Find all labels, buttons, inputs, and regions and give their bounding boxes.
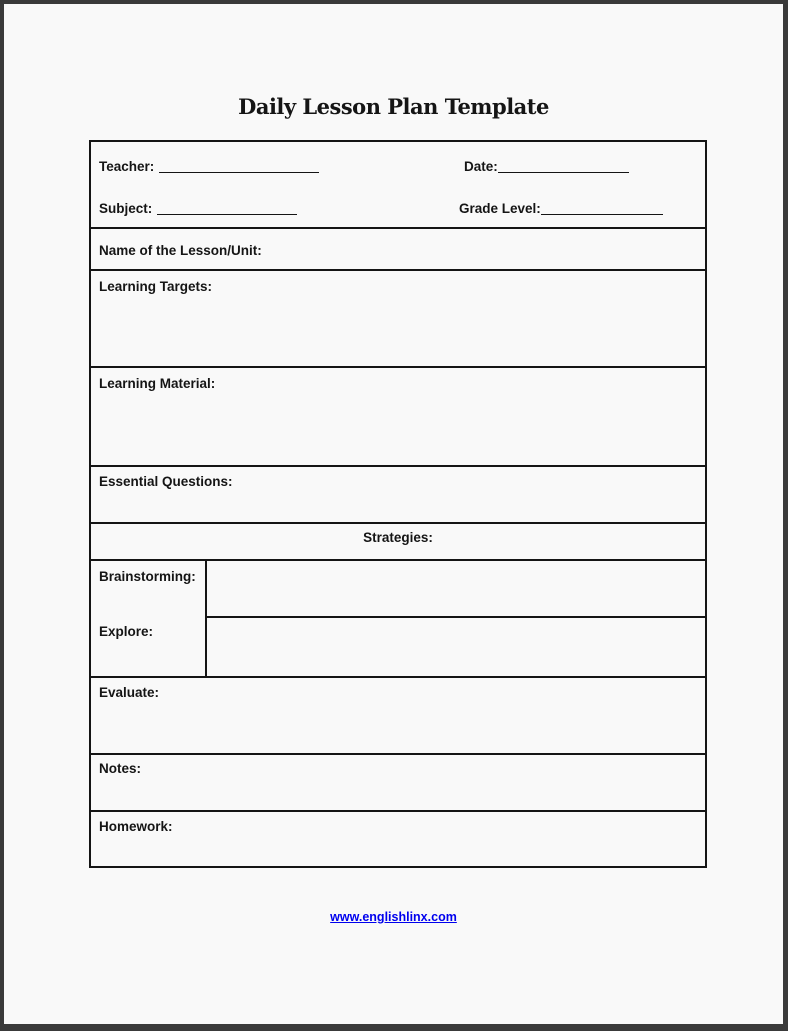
date-label: Date: <box>464 159 498 174</box>
subject-blank-line <box>157 200 297 215</box>
brainstorming-answer-area <box>207 561 705 618</box>
brainstorm-explore-answer-column <box>207 561 705 676</box>
section-strategies <box>91 522 705 559</box>
grade-level-blank-line <box>541 200 663 215</box>
teacher-field <box>99 158 319 176</box>
teacher-blank-line <box>159 158 319 173</box>
englishlinx-link[interactable]: www.englishlinx.com <box>330 910 457 924</box>
date-field <box>464 158 629 176</box>
section-learning-material <box>91 366 705 465</box>
header-row <box>91 142 705 227</box>
section-name-of-lesson <box>91 227 705 269</box>
subject-label: Subject: <box>99 201 153 216</box>
grade-level-label: Grade Level: <box>459 201 541 216</box>
date-blank-line <box>498 158 629 173</box>
notes-label: Notes: <box>99 761 142 776</box>
lesson-plan-table <box>89 140 707 868</box>
section-notes <box>91 753 705 810</box>
section-learning-targets <box>91 269 705 366</box>
section-essential-questions <box>91 465 705 522</box>
teacher-label: Teacher: <box>99 159 155 174</box>
homework-label: Homework: <box>99 819 173 834</box>
explore-answer-area <box>207 618 705 676</box>
section-brainstorm-explore <box>91 559 705 676</box>
subject-field <box>99 200 297 218</box>
grade-level-field <box>459 200 663 218</box>
name-of-lesson-label: Name of the Lesson/Unit: <box>99 243 262 258</box>
explore-label: Explore: <box>99 624 154 639</box>
page-title: Daily Lesson Plan Template <box>238 94 549 119</box>
brainstorming-label: Brainstorming: <box>99 569 196 584</box>
section-homework <box>91 810 705 866</box>
brainstorm-explore-label-column <box>91 561 207 676</box>
learning-material-label: Learning Material: <box>99 376 216 391</box>
evaluate-label: Evaluate: <box>99 685 160 700</box>
section-evaluate <box>91 676 705 753</box>
strategies-label: Strategies: <box>363 530 433 545</box>
learning-targets-label: Learning Targets: <box>99 279 213 294</box>
essential-questions-label: Essential Questions: <box>99 474 233 489</box>
